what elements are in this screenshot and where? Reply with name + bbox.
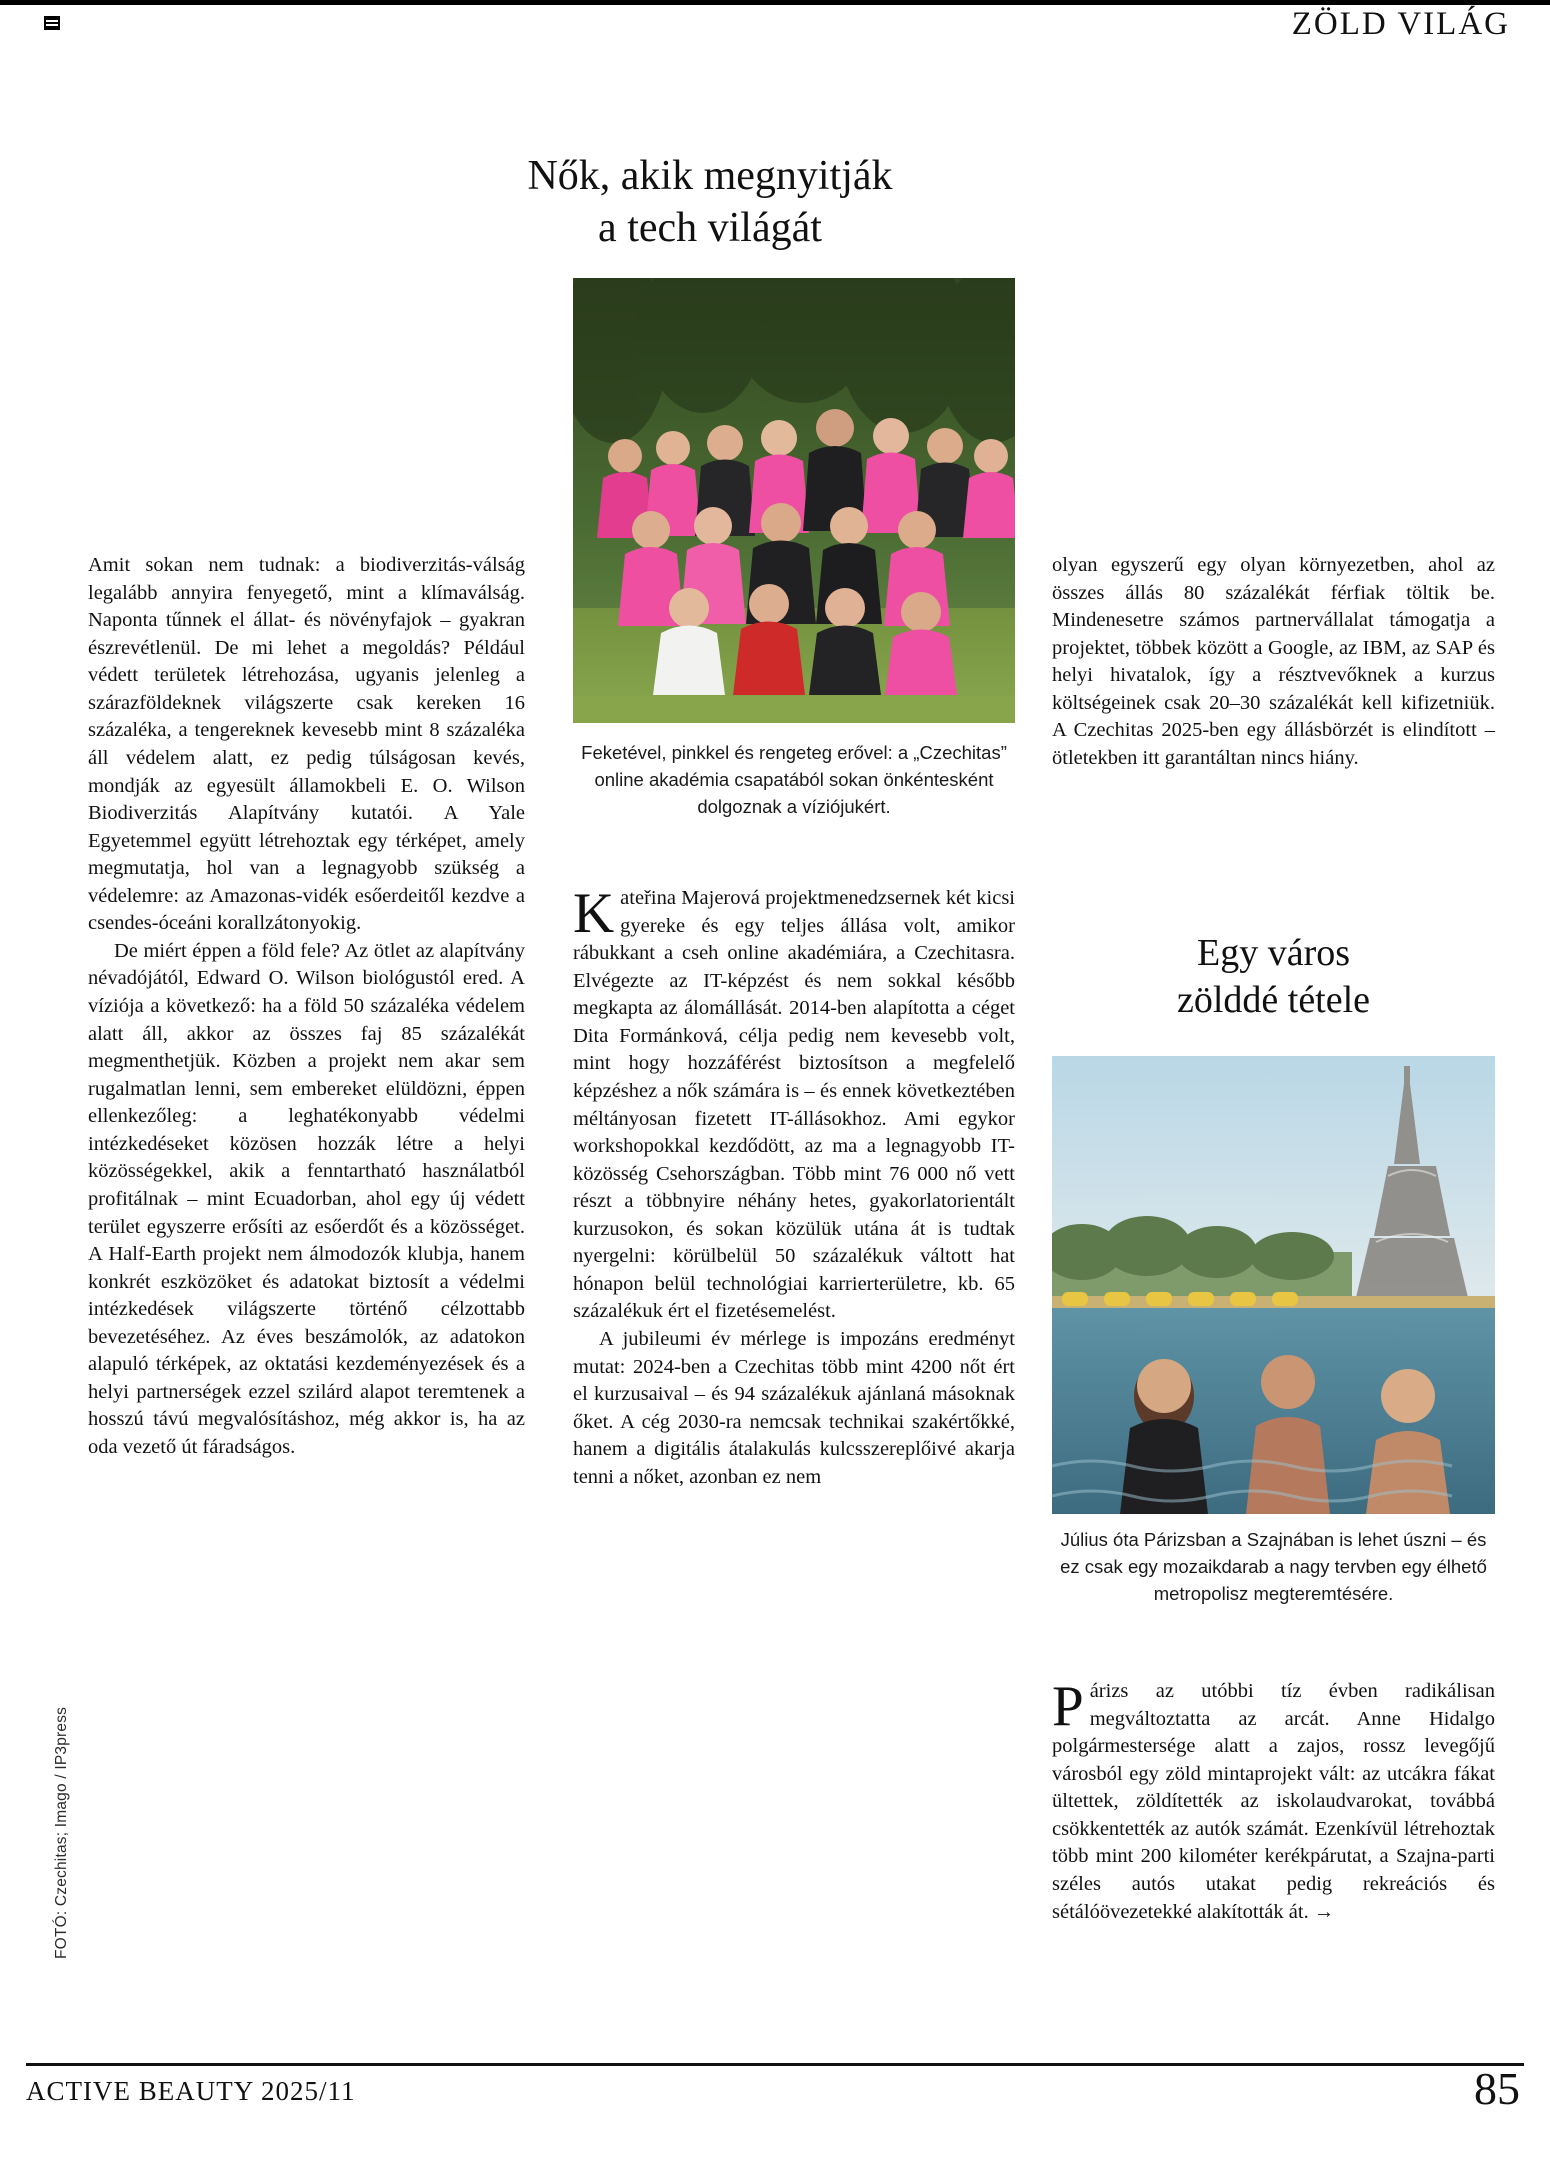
headline-line-2: a tech világát — [598, 205, 822, 252]
footer-publication: ACTIVE BEAUTY 2025/11 — [26, 2076, 356, 2106]
paragraph-dropcap: Párizs az utóbbi tíz évben radikálisan megváltoztatta az arcát. Anne Hidalgo polgármestersége alatt a zajos, rossz levegőjű városból egy zöld mintaprojekt vált: az utcákra fákat ültettek, zöldítették az iskolaudvarokat, továbbá csökkentették az autók számát. Ezenkívül létrehoztak több mint 200 kilométer kerékpárutat, a Szajna-parti széles autós utakat pedig rekreációs és sétálóövezetekké alakították át. → — [1052, 1675, 1495, 1923]
photo-caption-paris: Július óta Párizsban a Szajnában is lehet úszni – és ez csak egy mozaikdarab a nagy tervben egy élhető metropolisz megteremtésére. — [1060, 1529, 1487, 1604]
page-title — [380, 150, 1040, 254]
body-column-2 — [573, 882, 1015, 1491]
paris-seine-photo — [1052, 1056, 1495, 1514]
footer-divider — [26, 2063, 1524, 2066]
section-subheading — [1052, 930, 1495, 1024]
body-column-1 — [88, 552, 525, 1462]
paragraph: olyan egyszerű egy olyan környezetben, ahol az összes állás 80 százalékát férfiak töltik be. Mindenesetre számos partnervállalat támogatja a projektet, többek között a Google, az IBM, az SAP és helyi hivatalok, így a résztvevőknek a kurzus költségeinek csak 20–30 százalékát kell kifizetniük. A Czechitas 2025-ben egy állásbörzét is elindított – ötletekben itt garantáltan nincs hiány. — [1052, 554, 1495, 769]
section-title: ZÖLD VILÁG — [1291, 6, 1510, 42]
photo-caption-team: Feketével, pinkkel és rengeteg erővel: a „Czechitas” online akadémia csapatából sokan önkéntesként dolgoznak a víziójukért. — [581, 742, 1007, 817]
paragraph: A jubileumi év mérlege is impozáns eredményt mutat: 2024-ben a Czechitas több mint 4200 nőt ért el kurzusaival – és 94 százalékuk ajánlaná másoknak őket. A cég 2030-ra nemcsak technikai szakértőkké, hanem a digitális átalakulás kulcsszereplőivé akarja tenni a nőket, azonban ez nem — [573, 1328, 1015, 1488]
subheading-line-2: zölddé tétele — [1176, 979, 1371, 1022]
headline-line-1: Nők, akik megnyitják — [527, 153, 893, 199]
hamburger-icon — [44, 16, 60, 30]
paragraph: De miért éppen a föld fele? Az ötlet az alapítvány névadójától, Edward O. Wilson biológustól ered. A víziója a következő: ha a föld 50 százaléka védelem alatt áll, akkor az összes faj 85 százalékát megmenthetjük. Közben a projekt nem akar sem rugalmatlan lenni, sem embereket elüldözni, éppen ellenkezőleg: a leghatékonyabb védelmi intézkedéseket közösen hozzák létre a helyi közösségekkel, akik a fenntartható használatból profitálnak – mint Ecuadorban, ahol egy új védett terület egyszerre erősíti az esőerdőt és a közösséget. A Half-Earth projekt nem álmodozók klubja, hanem konkrét eszközöket és adatokat biztosít a védelmi intézkedések világszerte történő célzottabb bevezetéséhez. Az éves beszámolók, az adatokon alapuló térképek, az oktatási kezdeményezések és a helyi partnerségek ezzel szilárd alapot teremtenek a hosszú távú megvalósításhoz, még akkor is, ha az oda vezető út fáradságos. — [88, 939, 525, 1458]
team-photo — [573, 278, 1015, 723]
photo-credit: FOTÓ: Czechitas; Imago / IP3press — [53, 1706, 70, 1959]
body-column-3 — [1052, 552, 1495, 773]
subheading-line-1: Egy város — [1196, 932, 1351, 974]
page-number: 85 — [1474, 2063, 1520, 2114]
paragraph-dropcap: Kateřina Majerová projektmenedzsernek két kicsi gyereke és egy teljes állása volt, amikor rábukkant a cseh online akadémiára, a Czechitasra. Elvégezte az IT-képzést és nem sokkal később megkapta az álomállását. 2014-ben alapította a céget Dita Formánková, célja pedig nem kevesebb volt, mint hogy hozzáférést biztosítson a megfelelő képzéshez a nők számára is – és ennek következtében méltányosan fizetett IT-állásokhoz. Ami egykor workshopokkal kezdődött, az ma a legnagyobb IT-közösség Csehországban. Több mint 76 000 nő vett részt a többnyire néhány hetes, gyakorlatorientált kurzusokon, és sokan közülük utána át is tudtak nyergelni: körülbelül 50 százalékuk váltott hat hónapon belül technológiai karrierterületre, kb. 65 százalékuk ért el fizetésemelést. — [573, 882, 1015, 1323]
body-column-4 — [1052, 1675, 1495, 1926]
header-divider — [0, 0, 1550, 5]
paragraph: Amit sokan nem tudnak: a biodiverzitás-válság legalább annyira fenyegető, mint a klímaválság. Naponta tűnnek el állat- és növényfajok – gyakran észrevétlenül. De mi lehet a megoldás? Például védett területek létrehozása, ugyanis jelenleg a szárazföldeknek világszerte csak kereken 16 százaléka, a tengereknek kevesebb mint 8 százaléka áll védelem alatt, ez pedig túlságosan kevés, mondják az egyesült államokbeli E. O. Wilson Biodiverzitás Alapítvány kutatói. A Yale Egyetemmel együtt létrehoztak egy térképet, amely megmutatja, hol van a legnagyobb szükség a védelemre: az Amazonas-vidék esőerdeitől kezdve a csendes-óceáni korallzátonyokig. — [88, 554, 525, 935]
